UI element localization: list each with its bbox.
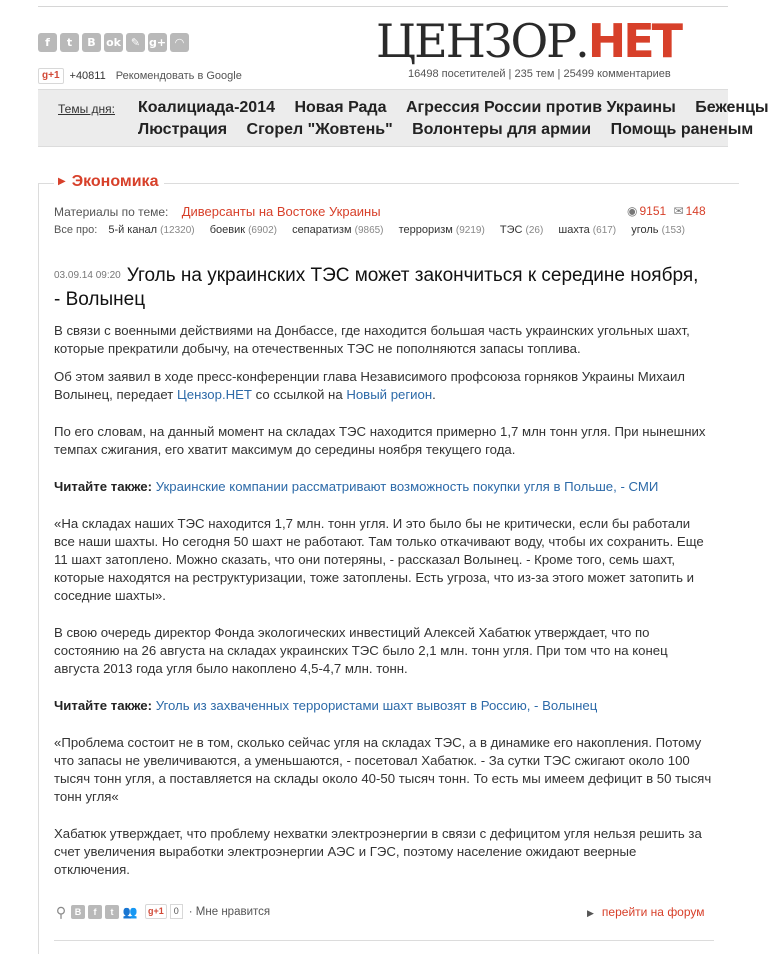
rss-icon[interactable]: ◠ [170,33,189,52]
tag-count: (9865) [354,225,384,236]
topic-link[interactable]: Агрессия России против Украины [405,99,676,116]
forum-link-label: перейти на форум [601,905,705,919]
tag-name: боевик [209,224,246,236]
views-count: 9151 [639,204,667,218]
article-date: 03.09.14 09:20 [54,270,121,281]
twitter-icon[interactable]: t [60,33,79,52]
gplus-recommend[interactable]: Рекомендовать в Google [115,70,242,82]
tag-name: терроризм [398,224,453,236]
read-also-2 [54,697,714,715]
forum-link[interactable] [587,905,705,919]
link-icon[interactable]: ⚲ [55,903,67,920]
topics-label[interactable]: Темы дня: [58,102,115,116]
read-also-label: Читайте также: [54,698,153,713]
read-also-1 [54,478,714,496]
section-header[interactable] [54,173,164,191]
tag-count: (153) [661,225,685,236]
section-arrow-icon: ▶ [58,176,66,187]
related-link[interactable]: Диверсанты на Востоке Украины [181,204,381,219]
gplus-widget [38,68,242,84]
tags-list [54,222,704,239]
text: Об этом заявил в ходе пресс-конференции глава Независимого профсоюза горняков Украины Михаил Волынец, передает [54,369,686,402]
bottom-divider [54,940,714,941]
article-title: Уголь на украинских ТЭС может закончиться к середине ноября, - Волынец [54,265,699,310]
topic-link[interactable]: Помощь раненым [610,121,754,138]
odnoklassniki-icon[interactable]: ok [104,33,123,52]
top-divider [38,6,728,7]
topic-link[interactable]: Беженцы [695,99,769,116]
logo-text-2: НЕТ [587,14,681,68]
tag-name: 5-й канал [108,224,158,236]
topic-link[interactable]: Коалициада-2014 [138,99,275,116]
like-button[interactable]: · Мне нравится [188,905,271,918]
site-stats: 16498 посетителей | 235 тем | 25499 комментариев [408,68,671,80]
logo-text-1: ЦЕНЗОР. [376,14,588,68]
article-paragraph: «Проблема состоит не в том, сколько сейчас угля на складах ТЭС, а в динамике его накопления. Потому что запасы не увеличиваются, а уменьшаются, - посетовал Хабатюк. - За сутки ТЭС сжигают около 100 тысяч тонн угля, а поставляется на склады около 40-50 тысяч тонн. То есть мы имеем дефицит в 50 тысяч тонн угля« [54,735,712,804]
googleplus-icon[interactable]: g+ [148,33,167,52]
tag-name: шахта [558,224,590,236]
tag-link[interactable] [399,224,485,236]
topics-row-2 [138,121,768,139]
article-paragraph [54,368,714,404]
people-icon[interactable]: 👥 [122,904,138,919]
gplus-count: 0 [170,904,183,919]
tag-count: (12320) [160,225,195,236]
tag-name: уголь [631,224,659,236]
twitter-icon[interactable]: t [105,905,119,919]
article-paragraph: В свою очередь директор Фонда экологических инвестиций Алексей Хабатюк утверждает, что по состоянию на 26 августа на складах украинских ТЭС было 2,1 млн. тонн угля. При том что на конец августа 2013 года угля было накоплено 4,5-4,7 млн. тонн. [54,625,668,676]
topics-bar [38,89,769,147]
text: со ссылкой на [251,387,347,402]
article-counters [627,204,706,218]
gplus-button[interactable]: g+1 [38,68,64,84]
tag-link[interactable] [108,224,194,236]
source-link-novyi-region[interactable]: Новый регион [346,387,433,402]
tag-name: ТЭС [499,224,523,236]
article-paragraph: «На складах наших ТЭС находится 1,7 млн. тонн угля. И это было бы не критически, если бы работали все наши шахты. Но сегодня 50 шахт не работают. Там только откачивают воду, чтобы их сохранить. Еще 11 шахт затоплено. Можно сказать, что они потеряны, - рассказал Волынец. - Кроме того, семь шахт, которые находятся на реструктуризации, тоже затоплены. Есть угроза, что из-за этого может затопить и соседние шахты». [54,516,704,603]
arrow-right-icon: ▶ [587,908,594,918]
tag-link[interactable] [500,224,543,236]
tag-link[interactable] [292,224,383,236]
article-header [54,264,704,312]
tags-label: Все про: [54,224,98,236]
livejournal-icon[interactable]: ✎ [126,33,145,52]
related-label: Материалы по теме: [54,205,169,219]
comments-count[interactable]: 148 [685,204,706,218]
article-paragraph: В связи с военными действиями на Донбассе, где находится большая часть украинских угольных шахт, которые прекратили добычу, на отечественных ТЭС не пополняются запасы топлива. [54,323,690,356]
tag-link[interactable] [558,224,616,236]
topic-link[interactable]: Новая Рада [294,99,387,116]
vkontakte-icon[interactable]: B [71,905,85,919]
article-paragraph: Хабатюк утверждает, что проблему нехватки электроэнергии в связи с дефицитом угля нельзя решить за счет увеличения выработки электроэнергии АЭС и ГЭС, поэтому население ожидают веерные отключения. [54,826,702,877]
section-title: Экономика [71,173,159,190]
facebook-icon[interactable]: f [88,905,102,919]
tag-count: (9219) [455,225,485,236]
article-body [54,322,714,879]
article-paragraph: По его словам, на данный момент на складах ТЭС находится примерно 1,7 млн тонн угля. При нынешних темпах сжигания, его хватит максимум до середины ноября текущего года. [54,424,706,457]
tag-count: (617) [592,225,617,236]
source-link-censor[interactable]: Цензор.НЕТ [177,387,252,402]
topic-link[interactable]: Волонтеры для армии [412,121,592,138]
gplus-button[interactable]: g+1 [145,904,167,919]
read-also-label: Читайте также: [54,479,153,494]
topics-row-1 [138,99,784,117]
tag-name: сепаратизм [292,224,352,236]
comment-icon[interactable]: ✉ [673,204,684,218]
site-logo[interactable] [376,14,680,68]
read-also-link[interactable]: Украинские компании рассматривают возможность покупки угля в Польше, - СМИ [155,479,659,494]
read-also-link[interactable]: Уголь из захваченных террористами шахт вывозят в Россию, - Волынец [155,698,598,713]
topic-link[interactable]: Сгорел "Жовтень" [246,121,393,138]
tag-link[interactable] [210,224,277,236]
eye-icon: ◉ [627,204,638,218]
tag-count: (6902) [248,225,277,236]
tag-count: (26) [525,225,544,236]
text: . [432,387,436,402]
vkontakte-icon[interactable]: B [82,33,101,52]
topic-link[interactable]: Люстрация [138,121,228,138]
share-bar [54,904,270,919]
facebook-icon[interactable]: f [38,33,57,52]
tag-link[interactable] [631,224,685,236]
related-materials [54,204,381,219]
gplus-count: +40811 [69,70,106,82]
social-icons [38,33,189,52]
